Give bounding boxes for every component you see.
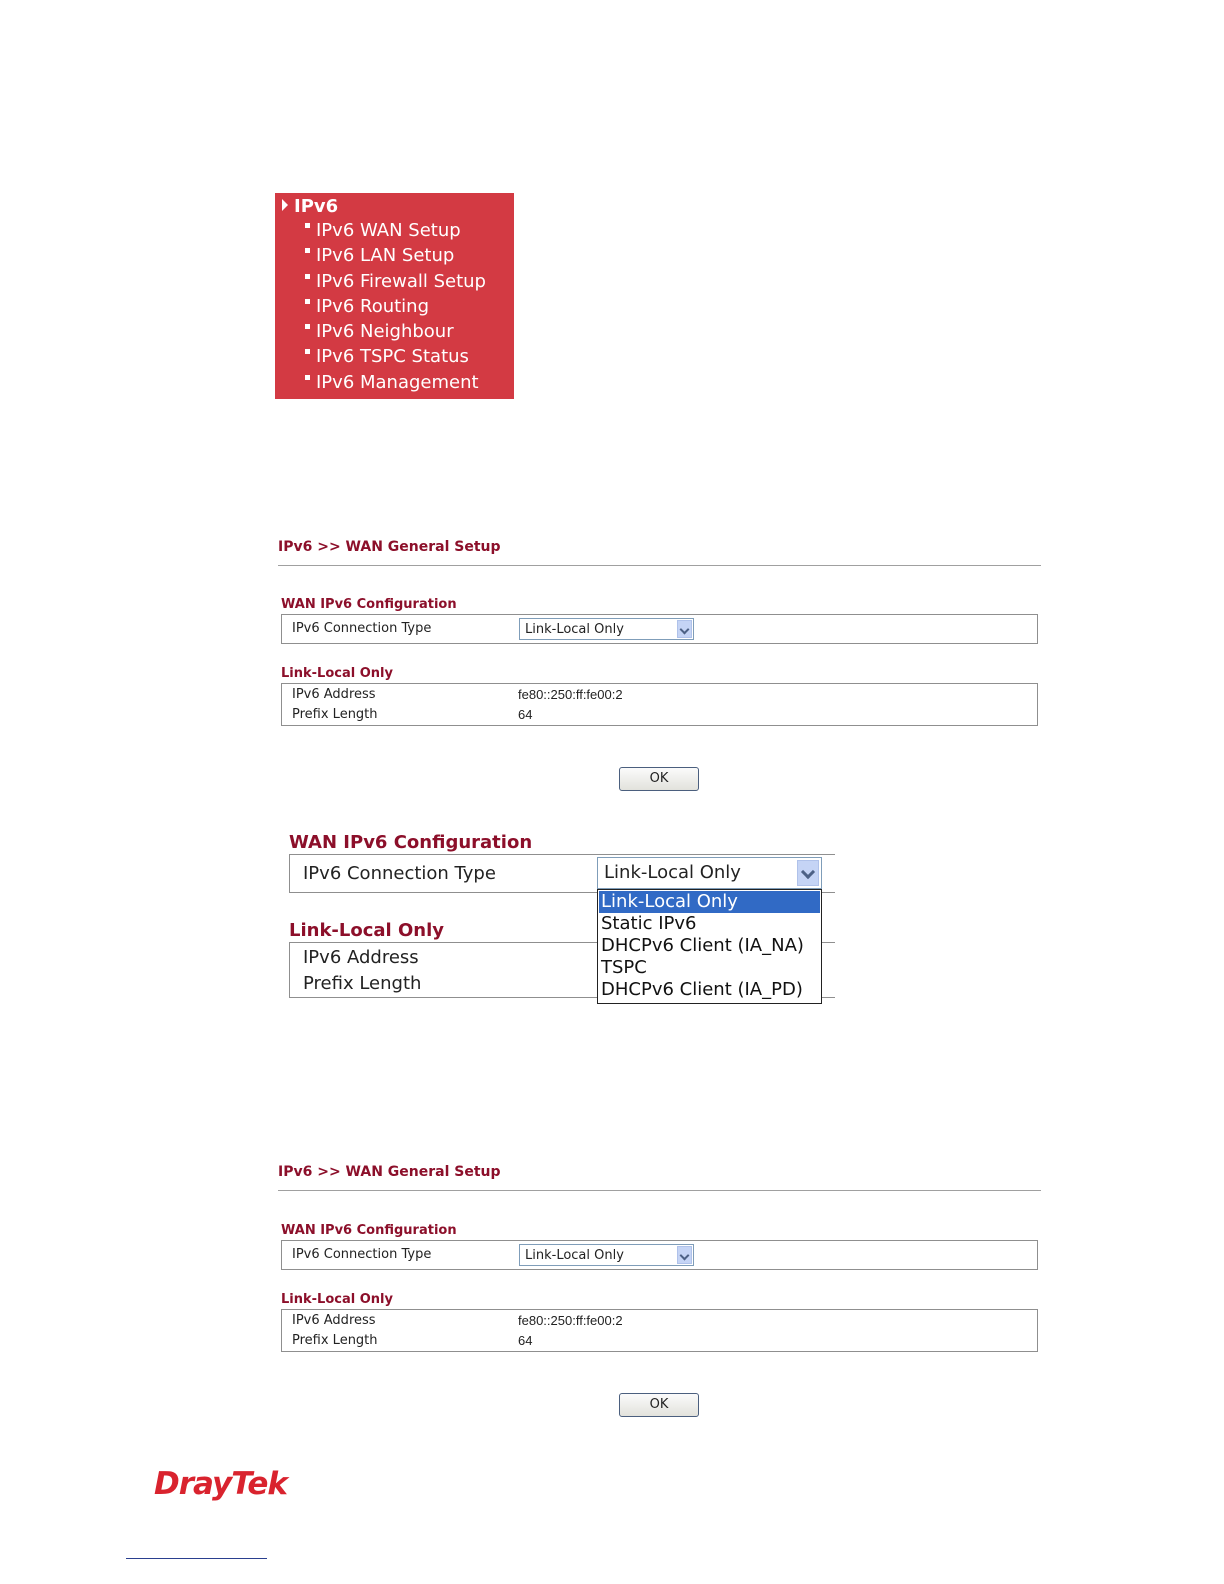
menu-item-lan-setup[interactable]: [305, 245, 454, 266]
connection-type-select[interactable]: [519, 618, 694, 640]
bullet-icon: [305, 223, 310, 228]
link-local-title: Link-Local Only: [289, 920, 445, 941]
menu-item-label: IPv6 WAN Setup: [316, 220, 461, 241]
option-link-local-only[interactable]: Link-Local Only: [599, 891, 820, 913]
wan-ipv6-config-title: WAN IPv6 Configuration: [289, 832, 533, 853]
menu-header-ipv6[interactable]: [282, 196, 338, 217]
wan-ipv6-config-box: [281, 614, 1038, 644]
chevron-down-icon[interactable]: [677, 620, 692, 638]
ok-button[interactable]: OK: [619, 1393, 699, 1417]
menu-item-tspc-status[interactable]: [305, 346, 469, 367]
connection-type-label: IPv6 Connection Type: [292, 1247, 432, 1262]
connection-type-options: [597, 889, 822, 1004]
option-dhcpv6-client-ia-na[interactable]: DHCPv6 Client (IA_NA): [601, 935, 804, 956]
connection-type-select[interactable]: [519, 1244, 694, 1266]
menu-item-label: IPv6 Routing: [316, 296, 430, 317]
divider: [278, 565, 1041, 566]
ipv6-menu: [275, 193, 514, 399]
chevron-down-icon[interactable]: [677, 1246, 692, 1264]
wan-ipv6-config-box: [281, 1240, 1038, 1270]
bullet-icon: [305, 324, 310, 329]
connection-type-select[interactable]: [597, 857, 822, 889]
draytek-logo: DrayTek: [154, 1466, 287, 1502]
prefix-length-value: 64: [518, 1333, 533, 1348]
breadcrumb: IPv6 >> WAN General Setup: [278, 1164, 501, 1180]
ipv6-address-value: fe80::250:ff:fe00:2: [518, 687, 623, 702]
bullet-icon: [305, 375, 310, 380]
prefix-length-label: Prefix Length: [292, 1333, 378, 1348]
connection-type-dropdown-zoom: [289, 830, 849, 1010]
link-local-title: Link-Local Only: [281, 1292, 393, 1307]
menu-header-label: IPv6: [294, 196, 339, 217]
prefix-length-label: Prefix Length: [292, 707, 378, 722]
option-tspc[interactable]: TSPC: [601, 957, 647, 978]
menu-item-firewall-setup[interactable]: [305, 271, 486, 292]
menu-item-management[interactable]: [305, 372, 479, 393]
ok-button[interactable]: OK: [619, 767, 699, 791]
wan-ipv6-config-title: WAN IPv6 Configuration: [281, 597, 457, 612]
link-local-title: Link-Local Only: [281, 666, 393, 681]
ipv6-address-label: IPv6 Address: [303, 947, 419, 968]
bullet-icon: [305, 274, 310, 279]
divider: [278, 1190, 1041, 1191]
ipv6-address-label: IPv6 Address: [292, 1313, 376, 1328]
menu-item-label: IPv6 Management: [316, 372, 479, 393]
menu-item-label: IPv6 TSPC Status: [316, 346, 469, 367]
expand-triangle-icon: [282, 199, 288, 211]
menu-item-label: IPv6 Firewall Setup: [316, 271, 486, 292]
ipv6-address-value: fe80::250:ff:fe00:2: [518, 1313, 623, 1328]
wan-general-setup-screen-1: [278, 538, 1042, 798]
connection-type-value: Link-Local Only: [604, 862, 741, 883]
connection-type-label: IPv6 Connection Type: [292, 621, 432, 636]
link-local-box: [281, 1309, 1038, 1352]
ipv6-address-label: IPv6 Address: [292, 687, 376, 702]
footer-rule: [126, 1558, 267, 1559]
option-static-ipv6[interactable]: Static IPv6: [601, 913, 697, 934]
menu-item-label: IPv6 Neighbour: [316, 321, 454, 342]
option-dhcpv6-client-ia-pd[interactable]: DHCPv6 Client (IA_PD): [601, 979, 803, 1000]
wan-ipv6-config-title: WAN IPv6 Configuration: [281, 1223, 457, 1238]
menu-item-label: IPv6 LAN Setup: [316, 245, 455, 266]
menu-item-wan-setup[interactable]: [305, 220, 461, 241]
menu-item-neighbour[interactable]: [305, 321, 454, 342]
link-local-box: [281, 683, 1038, 726]
bullet-icon: [305, 349, 310, 354]
chevron-down-icon[interactable]: [797, 860, 819, 886]
breadcrumb: IPv6 >> WAN General Setup: [278, 539, 501, 555]
bullet-icon: [305, 299, 310, 304]
connection-type-value: Link-Local Only: [525, 1248, 624, 1263]
prefix-length-label: Prefix Length: [303, 973, 422, 994]
bullet-icon: [305, 248, 310, 253]
menu-item-routing[interactable]: [305, 296, 429, 317]
connection-type-label: IPv6 Connection Type: [303, 863, 496, 884]
connection-type-value: Link-Local Only: [525, 622, 624, 637]
wan-general-setup-screen-2: [278, 1163, 1042, 1423]
prefix-length-value: 64: [518, 707, 533, 722]
